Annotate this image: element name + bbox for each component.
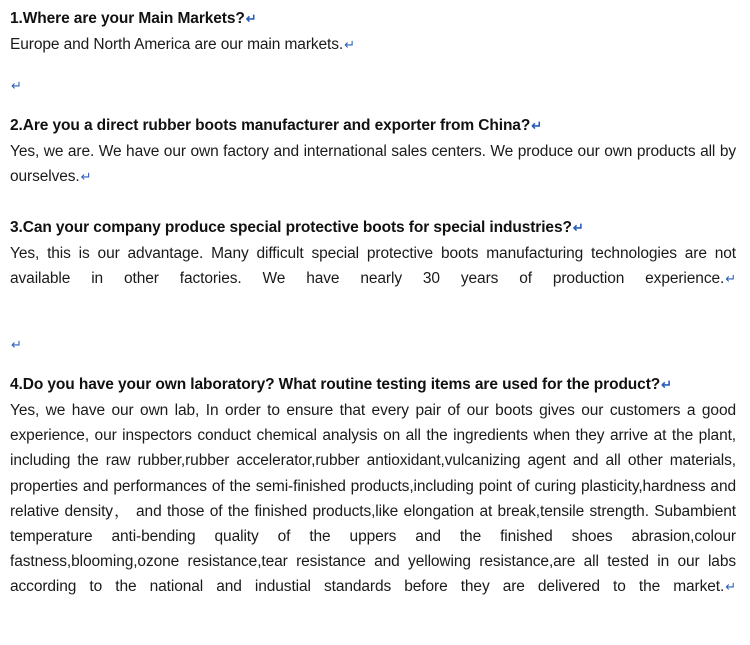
pilcrow-icon: ↵ bbox=[11, 336, 22, 352]
pilcrow-icon: ↵ bbox=[80, 169, 92, 185]
pilcrow-icon: ↵ bbox=[531, 118, 542, 134]
qa-block-3 bbox=[10, 215, 736, 357]
qa-block-2 bbox=[10, 113, 736, 214]
answer-body-1: Europe and North America are our main markets. bbox=[10, 36, 344, 54]
qa-block-4 bbox=[10, 372, 736, 624]
question-heading-3 bbox=[10, 215, 736, 240]
question-text-1: 1.Where are your Main Markets? bbox=[10, 10, 245, 27]
question-text-2: 2.Are you a direct rubber boots manufacturer and exporter from China? bbox=[10, 117, 531, 135]
pilcrow-icon: ↵ bbox=[725, 578, 736, 594]
pilcrow-icon: ↵ bbox=[344, 37, 355, 53]
answer-text-1 bbox=[10, 32, 736, 57]
answer-text-3 bbox=[10, 241, 736, 316]
blank-paragraph-1 bbox=[10, 73, 736, 98]
question-text-4: 4.Do you have your own laboratory? What routine testing items are used for the product? bbox=[10, 376, 661, 394]
pilcrow-icon: ↵ bbox=[725, 270, 736, 286]
answer-body-3: Yes, this is our advantage. Many difficult special protective boots manufacturing technologies are not available in other factories. We have nearly 30 years of production experience. bbox=[10, 244, 736, 287]
qa-block-1 bbox=[10, 6, 736, 98]
pilcrow-icon: ↵ bbox=[245, 11, 257, 26]
answer-text-2 bbox=[10, 139, 736, 214]
pilcrow-icon: ↵ bbox=[661, 377, 672, 393]
answer-body-2: Yes, we are. We have our own factory and international sales centers. We produce our own products all by ourselves. bbox=[10, 143, 736, 186]
question-heading-1 bbox=[10, 6, 736, 31]
answer-body-4: Yes, we have our own lab, In order to ensure that every pair of our boots gives our customers a good experience, our inspectors conduct chemical analysis on all the ingredients when they arrive at the plant, including the raw rubber,rubber accelerator,rubber antioxidant,vulcanizing agent and all other materials, properties and performances of the semi-finished products,including point of curing plasticity,hardness and relative density， and those of the finished products,like elongation at break,tensile strength. Subambient temperature anti-bending quality of the uppers and the finished shoes abrasion,colour fastness,blooming,ozone resistance,tear resistance and yellowing resistance,are all tested in our labs according to the national and industial standards before they are delivered to the market. bbox=[10, 402, 736, 595]
question-heading-4 bbox=[10, 372, 736, 397]
question-text-3: 3.Can your company produce special protective boots for special industries? bbox=[10, 218, 572, 236]
blank-paragraph-2 bbox=[10, 332, 736, 357]
question-heading-2 bbox=[10, 113, 736, 138]
pilcrow-icon: ↵ bbox=[572, 219, 584, 235]
pilcrow-icon: ↵ bbox=[11, 77, 22, 93]
answer-text-4 bbox=[10, 398, 736, 624]
